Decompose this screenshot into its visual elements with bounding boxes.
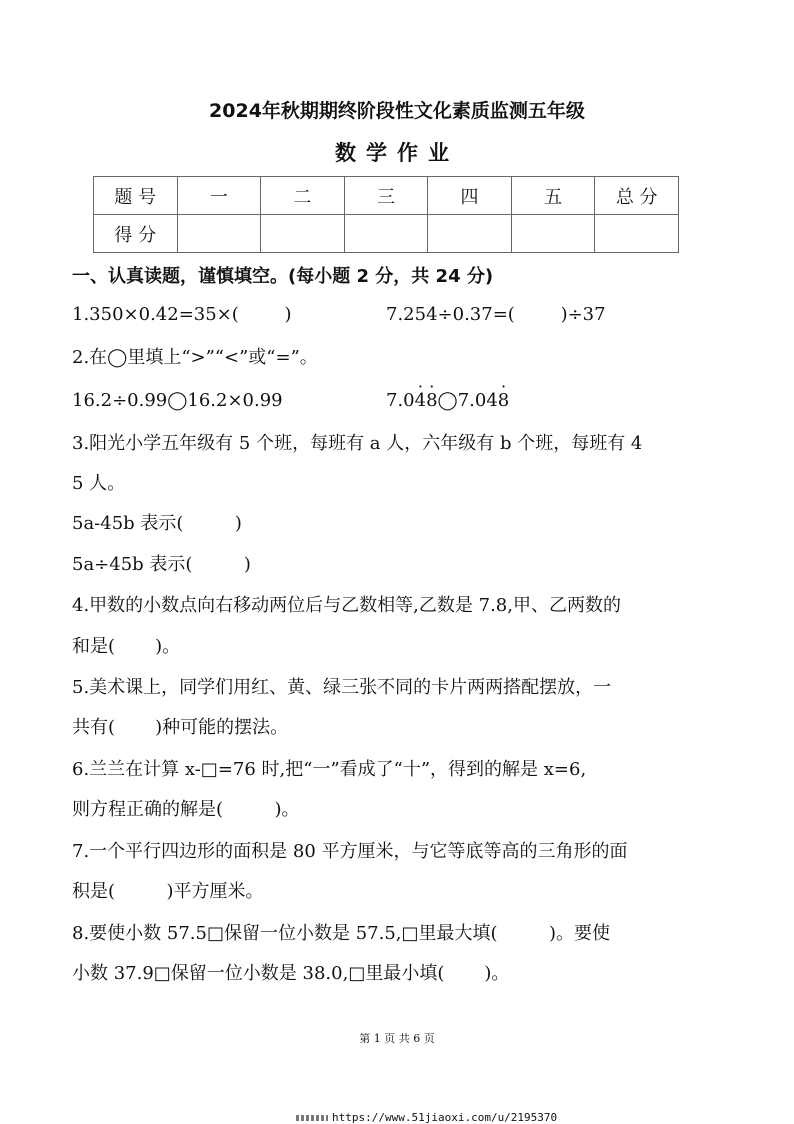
watermark-icon bbox=[296, 1115, 328, 1121]
score-row-label: 得 分 bbox=[94, 215, 178, 253]
score-cell-5: 五 bbox=[511, 177, 595, 215]
question-6-line1: 6.兰兰在计算 x-□=76 时,把“一”看成了“十”，得到的解是 x=6, bbox=[72, 759, 587, 780]
q2b-repeat-digit-2: · 8 bbox=[426, 389, 437, 413]
question-3a: 5a-45b 表示( ) bbox=[72, 513, 242, 534]
score-cell-label: 题 号 bbox=[94, 177, 178, 215]
score-input-4[interactable] bbox=[428, 215, 512, 253]
score-input-2[interactable] bbox=[261, 215, 345, 253]
question-8-line1: 8.要使小数 57.5□保留一位小数是 57.5,□里最大填( )。要使 bbox=[72, 923, 611, 944]
score-input-total[interactable] bbox=[595, 215, 679, 253]
score-input-3[interactable] bbox=[344, 215, 428, 253]
score-cell-3: 三 bbox=[344, 177, 428, 215]
score-cell-1: 一 bbox=[177, 177, 261, 215]
score-cell-4: 四 bbox=[428, 177, 512, 215]
source-url-text: https://www.51jiaoxi.com/u/2195370 bbox=[332, 1111, 558, 1124]
page-subtitle: 数学作业 bbox=[335, 141, 459, 165]
source-url bbox=[296, 1111, 557, 1124]
question-3b: 5a÷45b 表示( ) bbox=[72, 554, 251, 575]
question-4-line2: 和是( )。 bbox=[72, 636, 181, 657]
score-table-score-row bbox=[94, 215, 679, 253]
question-1b: 7.254÷0.37=( )÷37 bbox=[386, 304, 606, 325]
section-heading: 一、认真读题，谨慎填空。(每小题 2 分，共 24 分) bbox=[72, 266, 494, 287]
q2b-left: 7.0 bbox=[386, 390, 415, 411]
score-table bbox=[93, 176, 679, 253]
question-2a: 16.2÷0.99◯16.2×0.99 bbox=[72, 390, 283, 411]
question-3-line1: 3.阳光小学五年级有 5 个班，每班有 a 人，六年级有 b 个班，每班有 4 bbox=[72, 433, 643, 454]
score-input-1[interactable] bbox=[177, 215, 261, 253]
question-8-line2: 小数 37.9□保留一位小数是 38.0,□里最小填( )。 bbox=[72, 963, 510, 984]
q2b-repeat-digit-3: · 8 bbox=[498, 389, 509, 413]
score-table-header-row bbox=[94, 177, 679, 215]
q2b-mid: ◯7.04 bbox=[437, 390, 498, 411]
question-7-line2: 积是( )平方厘米。 bbox=[72, 881, 264, 902]
question-2b bbox=[386, 389, 509, 413]
q2b-repeat-digit-1: · 4 bbox=[415, 389, 426, 413]
page-number: 第 1 页 共 6 页 bbox=[359, 1032, 435, 1045]
score-input-5[interactable] bbox=[511, 215, 595, 253]
question-5-line2: 共有( )种可能的摆法。 bbox=[72, 717, 289, 738]
question-2: 2.在◯里填上“>”“<”或“=”。 bbox=[72, 347, 318, 368]
question-6-line2: 则方程正确的解是( )。 bbox=[72, 799, 300, 820]
question-5-line1: 5.美术课上，同学们用红、黄、绿三张不同的卡片两两搭配摆放，一 bbox=[72, 677, 612, 698]
page-title: 2024年秋期期终阶段性文化素质监测五年级 bbox=[209, 100, 585, 122]
question-1a: 1.350×0.42=35×( ) bbox=[72, 304, 292, 325]
question-7-line1: 7.一个平行四边形的面积是 80 平方厘米，与它等底等高的三角形的面 bbox=[72, 841, 628, 862]
question-4-line1: 4.甲数的小数点向右移动两位后与乙数相等,乙数是 7.8,甲、乙两数的 bbox=[72, 595, 621, 616]
question-3-line2: 5 人。 bbox=[72, 473, 126, 494]
score-cell-2: 二 bbox=[261, 177, 345, 215]
score-cell-total: 总 分 bbox=[595, 177, 679, 215]
